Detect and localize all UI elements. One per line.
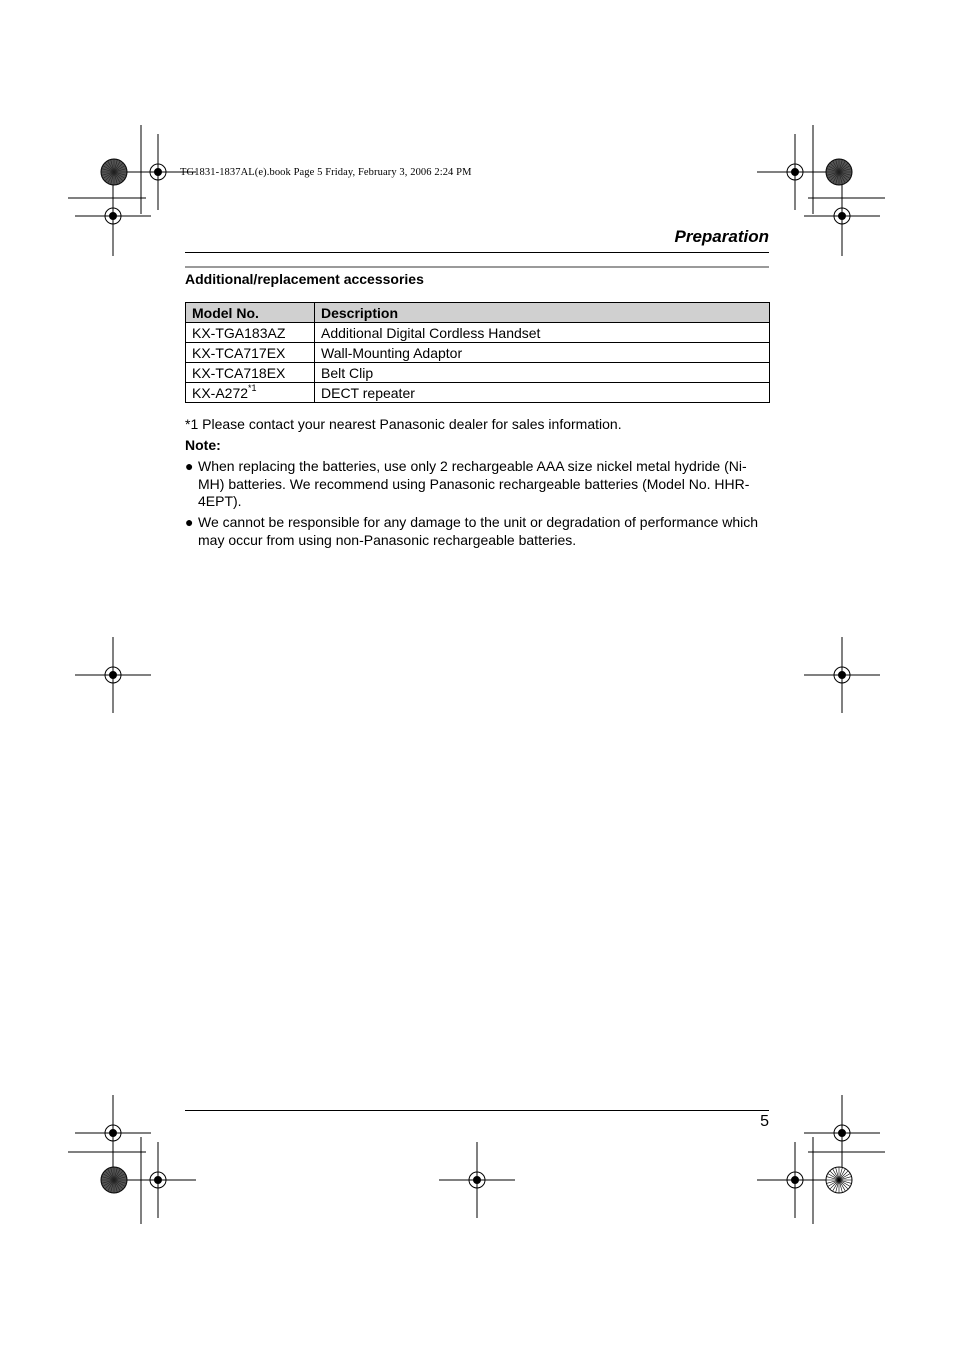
footer-rule [185, 1110, 769, 1111]
footnote: *1 Please contact your nearest Panasonic dealer for sales information. [185, 416, 622, 432]
description-cell: Additional Digital Cordless Handset [315, 323, 770, 343]
header-rule [185, 252, 769, 253]
model-cell: KX-TCA717EX [186, 343, 315, 363]
section-title: Preparation [674, 227, 769, 246]
table-row [186, 323, 770, 343]
registration-target-icon [757, 134, 833, 210]
bullet-icon: ● [185, 514, 194, 530]
footnote-marker: *1 [248, 382, 257, 393]
table-row [186, 383, 770, 403]
table-header-row [186, 303, 770, 323]
model-cell: KX-TCA718EX [186, 363, 315, 383]
registration-target-icon [75, 178, 151, 254]
column-header-model: Model No. [186, 303, 315, 323]
registration-target-icon [439, 1142, 515, 1218]
note-text: When replacing the batteries, use only 2 rechargeable AAA size nickel metal hydride (Ni-MH) batteries. We recommend using Panasonic rechargeable batteries (Model No. HHR-4EPT). [198, 458, 750, 509]
page-number: 5 [760, 1113, 769, 1130]
note-item [185, 514, 770, 549]
model-cell [186, 383, 315, 403]
star-target-icon [826, 1167, 852, 1193]
note-label: Note: [185, 437, 221, 453]
model-text: KX-A272 [192, 384, 249, 401]
star-target-icon [101, 159, 127, 185]
registration-target-icon [120, 1142, 196, 1218]
table-row [186, 343, 770, 363]
note-text: We cannot be responsible for any damage to the unit or degradation of performance which may occur from using non-Panasonic rechargeable batteries. [198, 514, 759, 548]
registration-target-icon [757, 1142, 833, 1218]
accessories-heading: Additional/replacement accessories [185, 271, 424, 287]
registration-target-icon [75, 1095, 151, 1171]
model-cell: KX-TGA183AZ [186, 323, 315, 343]
column-header-description: Description [315, 303, 770, 323]
section-rule [185, 266, 769, 268]
registration-target-icon [804, 1095, 880, 1171]
table-row [186, 363, 770, 383]
star-target-icon [101, 1167, 127, 1193]
registration-target-icon [804, 178, 880, 254]
description-cell: Wall-Mounting Adaptor [315, 343, 770, 363]
description-cell: DECT repeater [315, 383, 770, 403]
print-slug: TG1831-1837AL(e).book Page 5 Friday, February 3, 2006 2:24 PM [180, 167, 472, 178]
description-cell: Belt Clip [315, 363, 770, 383]
star-target-icon [826, 159, 852, 185]
bullet-icon: ● [185, 458, 194, 474]
registration-target-icon [804, 637, 880, 713]
registration-target-icon [75, 637, 151, 713]
note-item [185, 458, 770, 511]
accessories-table [185, 302, 770, 403]
